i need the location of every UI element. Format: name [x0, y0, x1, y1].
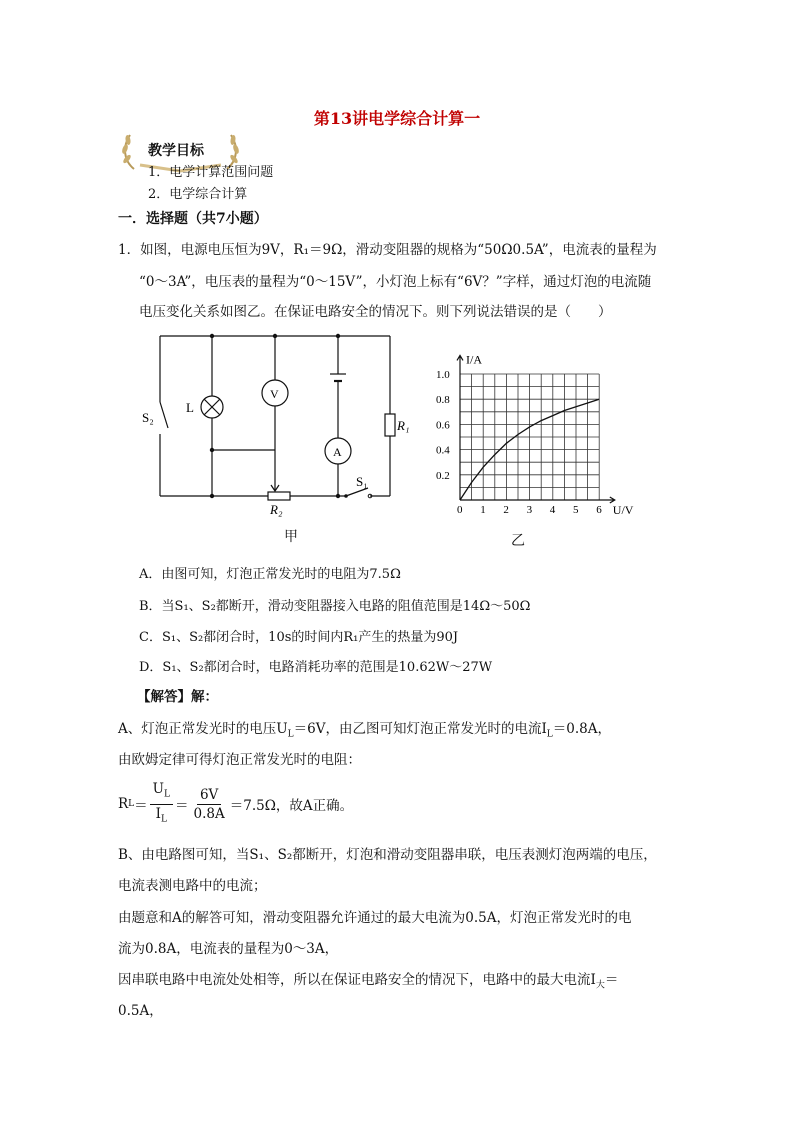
rheostat-r2-icon: [268, 480, 290, 500]
objective-item: 1．电学计算范围问题: [148, 165, 274, 180]
ammeter-label: A: [333, 445, 342, 459]
lamp-label: L: [186, 400, 194, 415]
answer-line-b6: 0.5A，: [118, 1003, 163, 1019]
answer-line-b2: 电流表测电路中的电流；: [118, 878, 267, 894]
y-tick-label: 1.0: [436, 369, 450, 381]
y-tick-label: 0.2: [436, 469, 450, 482]
s2-label: S₂: [142, 410, 154, 425]
option-c: C．S₁、S₂都闭合时，10s的时间内R₁产生的热量为90J: [139, 630, 459, 645]
page-title: 第13讲电学综合计算一: [313, 109, 481, 128]
x-tick-label: 2: [503, 504, 509, 516]
x-tick-label: 3: [526, 504, 533, 516]
y-axis: [457, 355, 463, 500]
voltmeter-label: V: [270, 387, 279, 401]
grid-lines: [460, 374, 599, 500]
x-tick-label: 0: [457, 504, 463, 516]
x-axis-label: U/V: [612, 503, 634, 516]
iv-graph: [430, 336, 650, 516]
y-axis-label: I/A: [466, 352, 482, 367]
s1-label: S₁: [356, 474, 368, 489]
r1-label: R₁: [397, 418, 410, 433]
x-tick-label: 5: [573, 504, 579, 516]
answer-line-b1: B、由电路图可知，当S₁、S₂都断开，灯泡和滑动变阻器串联，电压表测灯泡两端的电压，: [118, 847, 657, 863]
switch-s2-icon: [160, 402, 168, 428]
question-line: “0～3A”，电压表的量程为“0～15V”，小灯泡上标有“6V？”字样，通过灯泡的电流随: [139, 274, 652, 290]
question-line: 1．如图，电源电压恒为9V，R₁＝9Ω，滑动变阻器的规格为“50Ω0.5A”，电流表的量程为: [118, 242, 657, 258]
objectives-heading: 教学目标: [148, 143, 204, 159]
section-heading: 一．选择题（共7小题）: [118, 211, 268, 227]
r2-label: R₂: [270, 502, 283, 517]
answer-line-b3: 由题意和A的解答可知，滑动变阻器允许通过的最大电流为0.5A，灯泡正常发光时的电: [118, 910, 632, 926]
y-tick-label: 0.4: [436, 444, 450, 457]
circuit-caption: 甲: [284, 529, 298, 545]
x-tick-label: 4: [549, 504, 556, 516]
circuit-diagram: [140, 330, 410, 530]
option-d: D．S₁、S₂都闭合时，电路消耗功率的范围是10.62W～27W: [139, 660, 493, 675]
battery-icon: [330, 374, 346, 381]
option-a: A．由图可知，灯泡正常发光时的电阻为7.5Ω: [139, 567, 401, 582]
lamp-icon: [201, 396, 223, 418]
x-tick-label: 6: [596, 504, 602, 516]
answer-formula: R L ＝ $\frac{U_L}{I_L}$ ＝ $\frac{6V}{0.8A}$ ＝7.5Ω，故A正确。: [118, 781, 354, 825]
option-b: B．当S₁、S₂都断开，滑动变阻器接入电路的阻值范围是14Ω～50Ω: [139, 599, 531, 614]
graph-caption: 乙: [511, 533, 525, 549]
objective-item: 2．电学综合计算: [148, 187, 248, 202]
axes: [457, 355, 615, 503]
answer-tag: 【解答】解：: [137, 689, 218, 705]
resistor-r1-icon: [385, 414, 395, 436]
answer-line-b4: 流为0.8A，电流表的量程为0～3A，: [118, 941, 339, 957]
switch-s1-icon: [344, 488, 372, 498]
y-tick-label: 0.8: [436, 394, 450, 407]
x-tick-label: 1: [480, 504, 486, 516]
answer-line-b5: 因串联电路中电流处处相等，所以在保证电路安全的情况下，电路中的最大电流$I_大=$: [118, 972, 619, 991]
y-tick-label: 0.6: [436, 419, 450, 432]
answer-line-a1: A、灯泡正常发光时的电压$U_L=6V$，由乙图可知灯泡正常发光时的电流$I_L=0.8A$，: [118, 721, 611, 740]
question-line: 电压变化关系如图乙。在保证电路安全的情况下。则下列说法错误的是（ ）: [139, 304, 612, 320]
answer-line-a2: 由欧姆定律可得灯泡正常发光时的电阻：: [118, 752, 361, 768]
